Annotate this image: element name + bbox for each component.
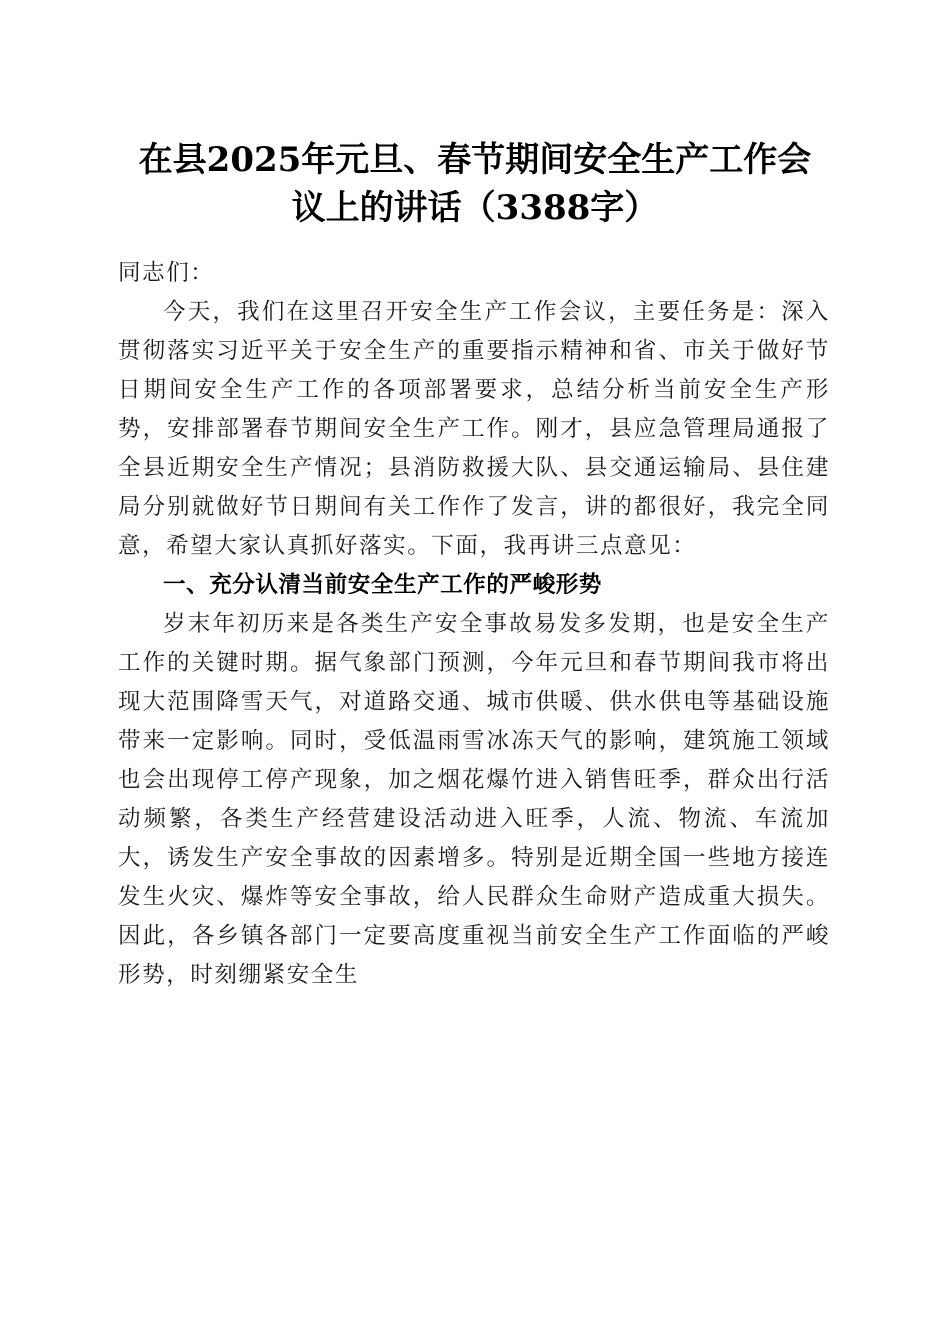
salutation: 同志们： (118, 260, 215, 286)
section-paragraph: 岁末年初历来是各类生产安全事故易发多发期，也是安全生产工作的关键时期。据气象部门预测，今年元旦和春节期间我市将出现大范围降雪天气，对道路交通、城市供暖、供水供电等基础设施带来一定影响。同时，受低温雨雪冰冻天气的影响，建筑施工领域也会出现停工停产现象，加之烟花爆竹进入销售旺季，群众出行活动频繁，各类生产经营建设活动进入旺季，人流、物流、车流加大，诱发生产安全事故的因素增多。特别是近期全国一些地方接连发生火灾、爆炸等安全事故，给人民群众生命财产造成重大损失。因此，各乡镇各部门一定要高度重视当前安全生产工作面临的严峻形势，时刻绷紧安全生 (118, 611, 830, 988)
document-title (100, 136, 850, 232)
intro-paragraph: 今天，我们在这里召开安全生产工作会议，主要任务是：深入贯彻落实习近平关于安全生产的重要指示精神和省、市关于做好节日期间安全生产工作的各项部署要求，总结分析当前安全生产形势，安排部署春节期间安全生产工作。刚才，县应急管理局通报了全县近期安全生产情况；县消防救援大队、县交通运输局、县住建局分别就做好节日期间有关工作作了发言，讲的都很好，我完全同意，希望大家认真抓好落实。下面，我再讲三点意见： (118, 299, 830, 559)
document-body (118, 254, 830, 995)
section-heading: 一、充分认清当前安全生产工作的严峻形势 (163, 572, 602, 598)
title-line-2: 议上的讲话（3388字） (291, 188, 659, 228)
title-line-1: 在县2025年元旦、春节期间安全生产工作会 (138, 140, 812, 180)
